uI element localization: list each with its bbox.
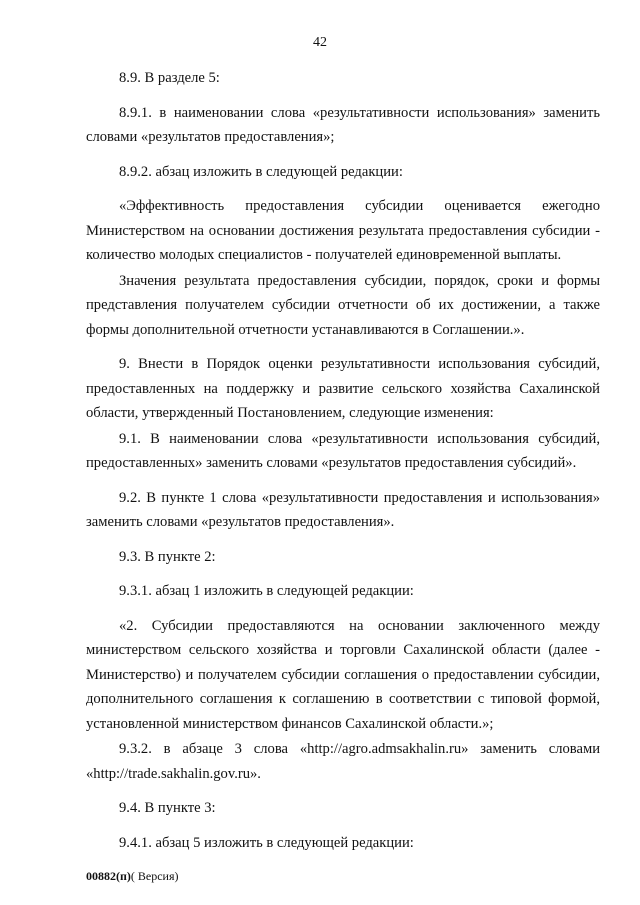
page-number: 42 (313, 35, 327, 50)
paragraph-9: 9. Внести в Порядок оценки результативности использования субсидий, предоставленных на поддержку и развитие сельского хозяйства Сахалинской области, утвержденный Постановлением, следующие изменения: (86, 356, 600, 421)
paragraph-9-4-1: 9.4.1. абзац 5 изложить в следующей редакции: (119, 834, 414, 851)
paragraph-9-3-1: 9.3.1. абзац 1 изложить в следующей редакции: (119, 583, 414, 599)
paragraph-9-3: 9.3. В пункте 2: (119, 548, 216, 565)
document-code: 00882(п) (86, 869, 131, 883)
paragraph-9-3-2: 9.3.2. в абзаце 3 слова «http://agro.admsakhalin.ru» заменить словами «http://trade.sakhalin.gov.ru». (86, 741, 600, 782)
document-version: ( Версия) (130, 869, 179, 883)
paragraph-result-values: Значения результата предоставления субсидии, порядок, сроки и формы представления получателем субсидии отчетности об их достижении, а также формы дополнительной отчетности устанавливаются в Соглашении.». (86, 272, 600, 338)
paragraph-9-4: 9.4. В пункте 3: (119, 800, 216, 816)
paragraph-9-2: 9.2. В пункте 1 слова «результативности предоставления и использования» заменить словами «результатов предоставления». (86, 489, 600, 530)
paragraph-8-9: 8.9. В разделе 5: (119, 70, 220, 86)
document-body (86, 66, 600, 865)
paragraph-quote-subsidies: «2. Субсидии предоставляются на основании заключенного между министерством сельского хозяйства и торговли Сахалинской области (далее - Министерство) и получателем субсидии соглашения о предоставлении субсидии, дополнительного соглашения к соглашению в соответствии с типовой формой, установленной министерством финансов Сахалинской области.»; (86, 617, 600, 732)
paragraph-8-9-1: 8.9.1. в наименовании слова «результативности использования» заменить словами «результатов предоставления»; (86, 104, 600, 145)
paragraph-quote-efficiency: «Эффективность предоставления субсидии оценивается ежегодно Министерством на основании достижения результата предоставления субсидии - количество молодых специалистов - получателей единовременной выплаты. (86, 198, 600, 263)
paragraph-8-9-2: 8.9.2. абзац изложить в следующей редакции: (119, 163, 403, 180)
paragraph-9-1: 9.1. В наименовании слова «результативности использования субсидий, предоставленных» заменить словами «результатов предоставления субсидий». (86, 430, 600, 471)
document-footer (86, 869, 179, 884)
